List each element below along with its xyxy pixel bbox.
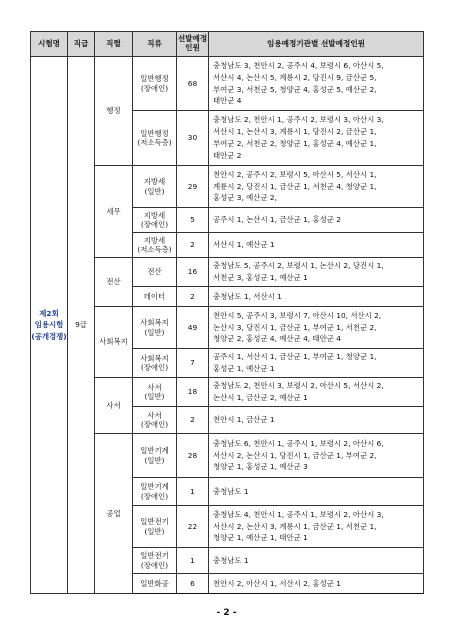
org-line: 충청남도 1 bbox=[213, 555, 249, 565]
category-cell: 사회복지 (장애인) bbox=[133, 349, 177, 378]
count-cell: 49 bbox=[177, 307, 209, 349]
org-line: 논산시 1, 금산군 2, 예산군 1 bbox=[213, 393, 308, 402]
header-series: 직렬 bbox=[95, 32, 133, 57]
org-cell bbox=[209, 434, 424, 478]
series-tax: 세무 bbox=[95, 166, 133, 258]
category-cell: 지방세 (일반) bbox=[133, 166, 177, 208]
count-cell: 5 bbox=[177, 208, 209, 233]
category-cell: 일반전기 (장애인) bbox=[133, 548, 177, 574]
count-cell: 2 bbox=[177, 407, 209, 434]
org-cell bbox=[209, 111, 424, 166]
org-cell bbox=[209, 548, 424, 574]
org-cell bbox=[209, 208, 424, 233]
org-line: 서천군 3, 홍성군 1, 예산군 1 bbox=[213, 273, 308, 282]
org-line: 논산시 3, 당진시 1, 금산군 1, 부여군 1, 서천군 2, bbox=[213, 322, 377, 332]
category-cell: 일반화공 bbox=[133, 574, 177, 594]
count-cell: 1 bbox=[177, 478, 209, 506]
count-cell: 2 bbox=[177, 287, 209, 307]
org-line: 공주시 1, 서산시 1, 금산군 1, 부여군 1, 청양군 1, bbox=[213, 352, 377, 362]
header-orgs: 임용예정기관별 선발예정인원 bbox=[209, 32, 424, 57]
category-cell: 일반행정 (장애인) bbox=[133, 57, 177, 111]
category-cell: 전산 bbox=[133, 258, 177, 287]
category-cell: 일반기계 (일반) bbox=[133, 434, 177, 478]
count-cell: 18 bbox=[177, 378, 209, 407]
header-row bbox=[31, 32, 424, 57]
org-line: 천안시 2, 공주시 2, 보령시 5, 아산시 5, 서산시 1, bbox=[213, 169, 377, 179]
org-cell bbox=[209, 478, 424, 506]
org-line: 부여군 2, 서천군 2, 청양군 1, 홍성군 4, 예산군 1, bbox=[213, 139, 377, 148]
series-eng: 공업 bbox=[95, 434, 133, 594]
category-cell: 사회복지 (일반) bbox=[133, 307, 177, 349]
exam-name-line1: 제2회 bbox=[39, 309, 59, 319]
org-cell bbox=[209, 574, 424, 594]
exam-name-cell bbox=[31, 57, 68, 594]
org-line: 계룡시 2, 당진시 1, 금산군 1, 서천군 4, 청양군 1, bbox=[213, 181, 377, 191]
org-line: 충청남도 1, 서산시 1 bbox=[213, 291, 282, 301]
org-line: 부여군 3, 서천군 5, 청양군 4, 홍성군 5, 예산군 2, bbox=[213, 84, 377, 94]
header-count bbox=[177, 32, 209, 57]
org-cell bbox=[209, 166, 424, 208]
org-line: 서산시 2, 논산시 3, 계룡시 1, 금산군 1, 서천군 1, bbox=[213, 521, 377, 531]
header-category: 직류 bbox=[133, 32, 177, 57]
series-it: 전산 bbox=[95, 258, 133, 307]
exam-name-line2: 임용시험 bbox=[34, 320, 64, 330]
org-line: 천안시 5, 공주시 3, 보령시 7, 아산시 10, 서산시 2, bbox=[213, 310, 382, 320]
org-cell bbox=[209, 407, 424, 434]
org-line: 충청남도 1 bbox=[213, 486, 249, 496]
org-cell bbox=[209, 57, 424, 111]
org-cell bbox=[209, 287, 424, 307]
org-line: 충청남도 3, 천안시 2, 공주시 4, 보령시 6, 아산시 5, bbox=[213, 60, 384, 70]
org-line: 청양군 1, 홍성군 1, 예산군 3 bbox=[213, 462, 308, 472]
org-line: 서산시 1, 논산시 3, 계룡시 1, 당진시 2, 금산군 1, bbox=[213, 127, 377, 137]
count-cell: 16 bbox=[177, 258, 209, 287]
rank-cell: 9급 bbox=[68, 57, 95, 594]
org-line: 천안시 2, 아산시 1, 서산시 2, 홍성군 1 bbox=[213, 578, 341, 588]
org-line: 서산시 4, 논산시 5, 계룡시 2, 당진시 9, 금산군 5, bbox=[213, 72, 377, 82]
count-cell: 30 bbox=[177, 111, 209, 166]
series-clerical: 사서 bbox=[95, 378, 133, 434]
header-rank: 직급 bbox=[68, 32, 95, 57]
category-cell: 일반기계 (장애인) bbox=[133, 478, 177, 506]
org-line: 태안군 2 bbox=[213, 150, 242, 160]
header-exam: 시험명 bbox=[31, 32, 68, 57]
org-line: 충청남도 4, 천안시 1, 공주시 1, 보령시 2, 아산시 3, bbox=[213, 509, 384, 519]
org-line: 충청남도 2, 천안시 1, 공주시 2, 보령시 3, 아산시 3, bbox=[213, 115, 384, 125]
category-cell: 데이터 bbox=[133, 287, 177, 307]
header-count-line2: 인원 bbox=[185, 43, 200, 52]
category-cell: 지방세 (저소득층) bbox=[133, 233, 177, 258]
exam-name-line3: (공개경쟁) bbox=[31, 331, 67, 341]
org-cell bbox=[209, 349, 424, 378]
series-welfare: 사회복지 bbox=[95, 307, 133, 378]
page-number: - 2 - bbox=[216, 608, 237, 618]
org-line: 서산시 2, 논산시 1, 당진시 1, 금산군 1, 부여군 2, bbox=[213, 450, 377, 460]
org-line: 청양군 2, 홍성군 4, 예산군 4, 태안군 4 bbox=[213, 334, 341, 344]
count-cell: 29 bbox=[177, 166, 209, 208]
org-cell bbox=[209, 378, 424, 407]
org-line: 서산시 1, 예산군 1 bbox=[213, 240, 275, 250]
category-cell: 일반전기 (일반) bbox=[133, 506, 177, 548]
count-cell: 7 bbox=[177, 349, 209, 378]
org-line: 청양군 1, 예산군 1, 태안군 1 bbox=[213, 533, 308, 543]
table-row bbox=[31, 57, 424, 111]
category-cell: 사서 (장애인) bbox=[133, 407, 177, 434]
org-line: 홍성군 3, 예산군 2, bbox=[213, 193, 277, 203]
org-line: 충청남도 6, 천안시 1, 공주시 1, 보령시 2, 아산시 6, bbox=[213, 438, 384, 448]
category-cell: 일반행정 (저소득층) bbox=[133, 111, 177, 166]
org-line: 태안군 4 bbox=[213, 96, 242, 106]
recruitment-table bbox=[30, 31, 424, 594]
org-line: 홍성군 1, 예산군 1 bbox=[213, 364, 275, 373]
category-cell: 지방세 (장애인) bbox=[133, 208, 177, 233]
org-cell bbox=[209, 506, 424, 548]
org-line: 충청남도 2, 천안시 3, 보령시 2, 아산시 5, 서산시 2, bbox=[213, 381, 384, 391]
org-line: 천안시 1, 금산군 1 bbox=[213, 415, 275, 425]
header-count-line1: 선발예정 bbox=[177, 34, 208, 44]
org-cell bbox=[209, 233, 424, 258]
count-cell: 22 bbox=[177, 506, 209, 548]
count-cell: 1 bbox=[177, 548, 209, 574]
count-cell: 2 bbox=[177, 233, 209, 258]
count-cell: 68 bbox=[177, 57, 209, 111]
org-line: 충청남도 5, 공주시 2, 보령시 1, 논산시 2, 당진시 1, bbox=[213, 261, 384, 271]
series-admin: 행정 bbox=[95, 57, 133, 166]
org-cell bbox=[209, 307, 424, 349]
category-cell: 사서 (일반) bbox=[133, 378, 177, 407]
count-cell: 28 bbox=[177, 434, 209, 478]
org-cell bbox=[209, 258, 424, 287]
count-cell: 6 bbox=[177, 574, 209, 594]
org-line: 공주시 1, 논산시 1, 금산군 1, 홍성군 2 bbox=[213, 215, 341, 225]
